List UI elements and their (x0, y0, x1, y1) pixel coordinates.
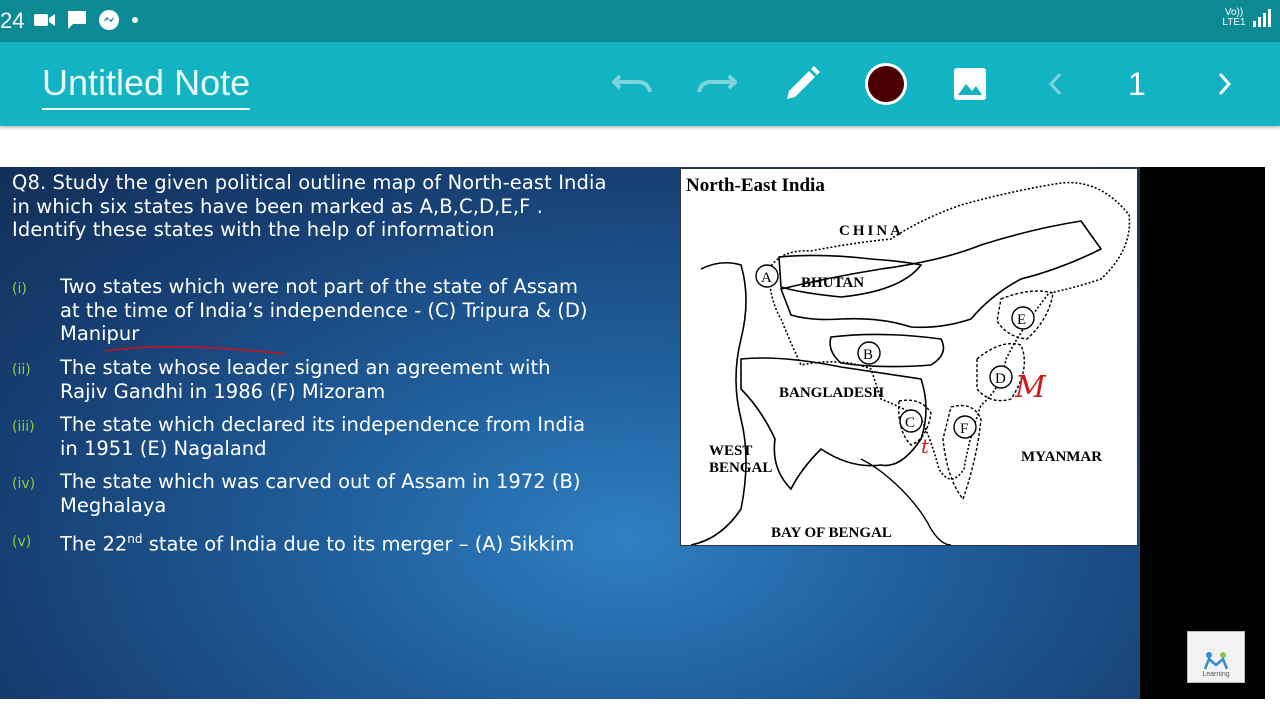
north-east-india-map (680, 168, 1138, 546)
status-right (1220, 8, 1272, 28)
item-number: (i) (12, 281, 27, 297)
undo-icon (612, 72, 652, 96)
pencil-icon (783, 65, 821, 103)
insert-image-button[interactable] (948, 62, 992, 106)
west-bengal-outline (691, 263, 746, 545)
note-title-field[interactable] (42, 62, 250, 110)
image-icon (953, 67, 987, 101)
marker-e (1012, 307, 1034, 329)
label-west-bengal-line2: BENGAL (709, 460, 773, 476)
item-number: (iii) (12, 419, 35, 435)
marker-f (954, 416, 976, 438)
page-number: 1 (1128, 66, 1146, 102)
slide-background (0, 167, 1140, 699)
item-superscript: nd (127, 532, 143, 546)
status-time: 24 (0, 8, 25, 33)
item-text-before: The 22 (60, 532, 128, 556)
marker-b (858, 342, 880, 364)
marker-c-label: C (905, 415, 916, 431)
video-camera-icon (34, 12, 56, 28)
dot-icon (130, 15, 140, 25)
marker-a-label: A (761, 270, 772, 286)
item-text-after: state of India due to its merger – (A) Sikkim (142, 532, 575, 556)
item-text: The state whose leader signed an agreement with Rajiv Gandhi in 1986 (F) Mizoram (60, 356, 551, 403)
note-canvas[interactable] (0, 167, 1265, 699)
label-bay-of-bengal: BAY OF BENGAL (771, 525, 892, 541)
label-bhutan: BHUTAN (801, 275, 865, 291)
marker-d (990, 366, 1012, 388)
marker-c (900, 410, 922, 432)
redo-icon (697, 72, 737, 96)
notification-icons (34, 9, 140, 31)
redo-button[interactable] (695, 62, 739, 106)
color-picker-button[interactable] (864, 62, 908, 106)
previous-page-button[interactable] (1034, 62, 1078, 106)
item-text: The state which declared its independence from India in 1951 (E) Nagaland (60, 413, 586, 460)
message-icon (66, 10, 88, 30)
question-text: Q8. Study the given political outline map of North-east India in which six states have been marked as A,B,C,D,E,F . Identify these states with the help of information (12, 171, 607, 241)
marker-a (756, 265, 778, 287)
network-label: Vo)) LTE1 (1222, 7, 1246, 28)
logo-text: Learning (1202, 671, 1230, 678)
label-china: CHINA (839, 223, 905, 239)
handwritten-t-annotation: t (921, 434, 930, 458)
item-text: Two states which were not part of the state of Assam at the time of India’s independence - (C) Tripura & (D) Manipur (60, 275, 588, 345)
learning-logo-icon (1201, 649, 1231, 671)
northeast-outline (769, 183, 1129, 479)
channel-logo (1187, 631, 1245, 683)
chevron-left-icon (1046, 70, 1066, 98)
item-text: The state which was carved out of Assam in 1972 (B) Meghalaya (60, 470, 581, 517)
marker-d-label: D (995, 371, 1006, 387)
marker-b-label: B (863, 347, 874, 363)
handwritten-m-annotation: M (1015, 370, 1046, 405)
red-underline-annotation (100, 337, 300, 357)
marker-e-label: E (1017, 312, 1027, 328)
chevron-right-icon (1214, 70, 1234, 98)
undo-button[interactable] (610, 62, 654, 106)
item-number: (iv) (12, 476, 36, 492)
meghalaya-outline (830, 334, 943, 366)
item-number: (ii) (12, 362, 31, 378)
item-text (60, 528, 600, 556)
pen-color-swatch (865, 63, 907, 105)
app-toolbar (0, 42, 1280, 126)
signal-icon (1252, 9, 1272, 27)
messenger-icon (98, 9, 120, 31)
label-west-bengal-line1: WEST (709, 443, 753, 459)
label-bangladesh: BANGLADESH (779, 385, 885, 401)
map-title: North-East India (686, 175, 825, 196)
item-number: (v) (12, 534, 32, 550)
marker-f-label: F (960, 421, 969, 437)
pen-button[interactable] (780, 62, 824, 106)
status-bar (0, 0, 1280, 42)
label-myanmar: MYANMAR (1021, 449, 1103, 465)
map-graphic (681, 169, 1137, 545)
next-page-button[interactable] (1202, 62, 1246, 106)
note-title: Untitled Note (42, 62, 251, 103)
